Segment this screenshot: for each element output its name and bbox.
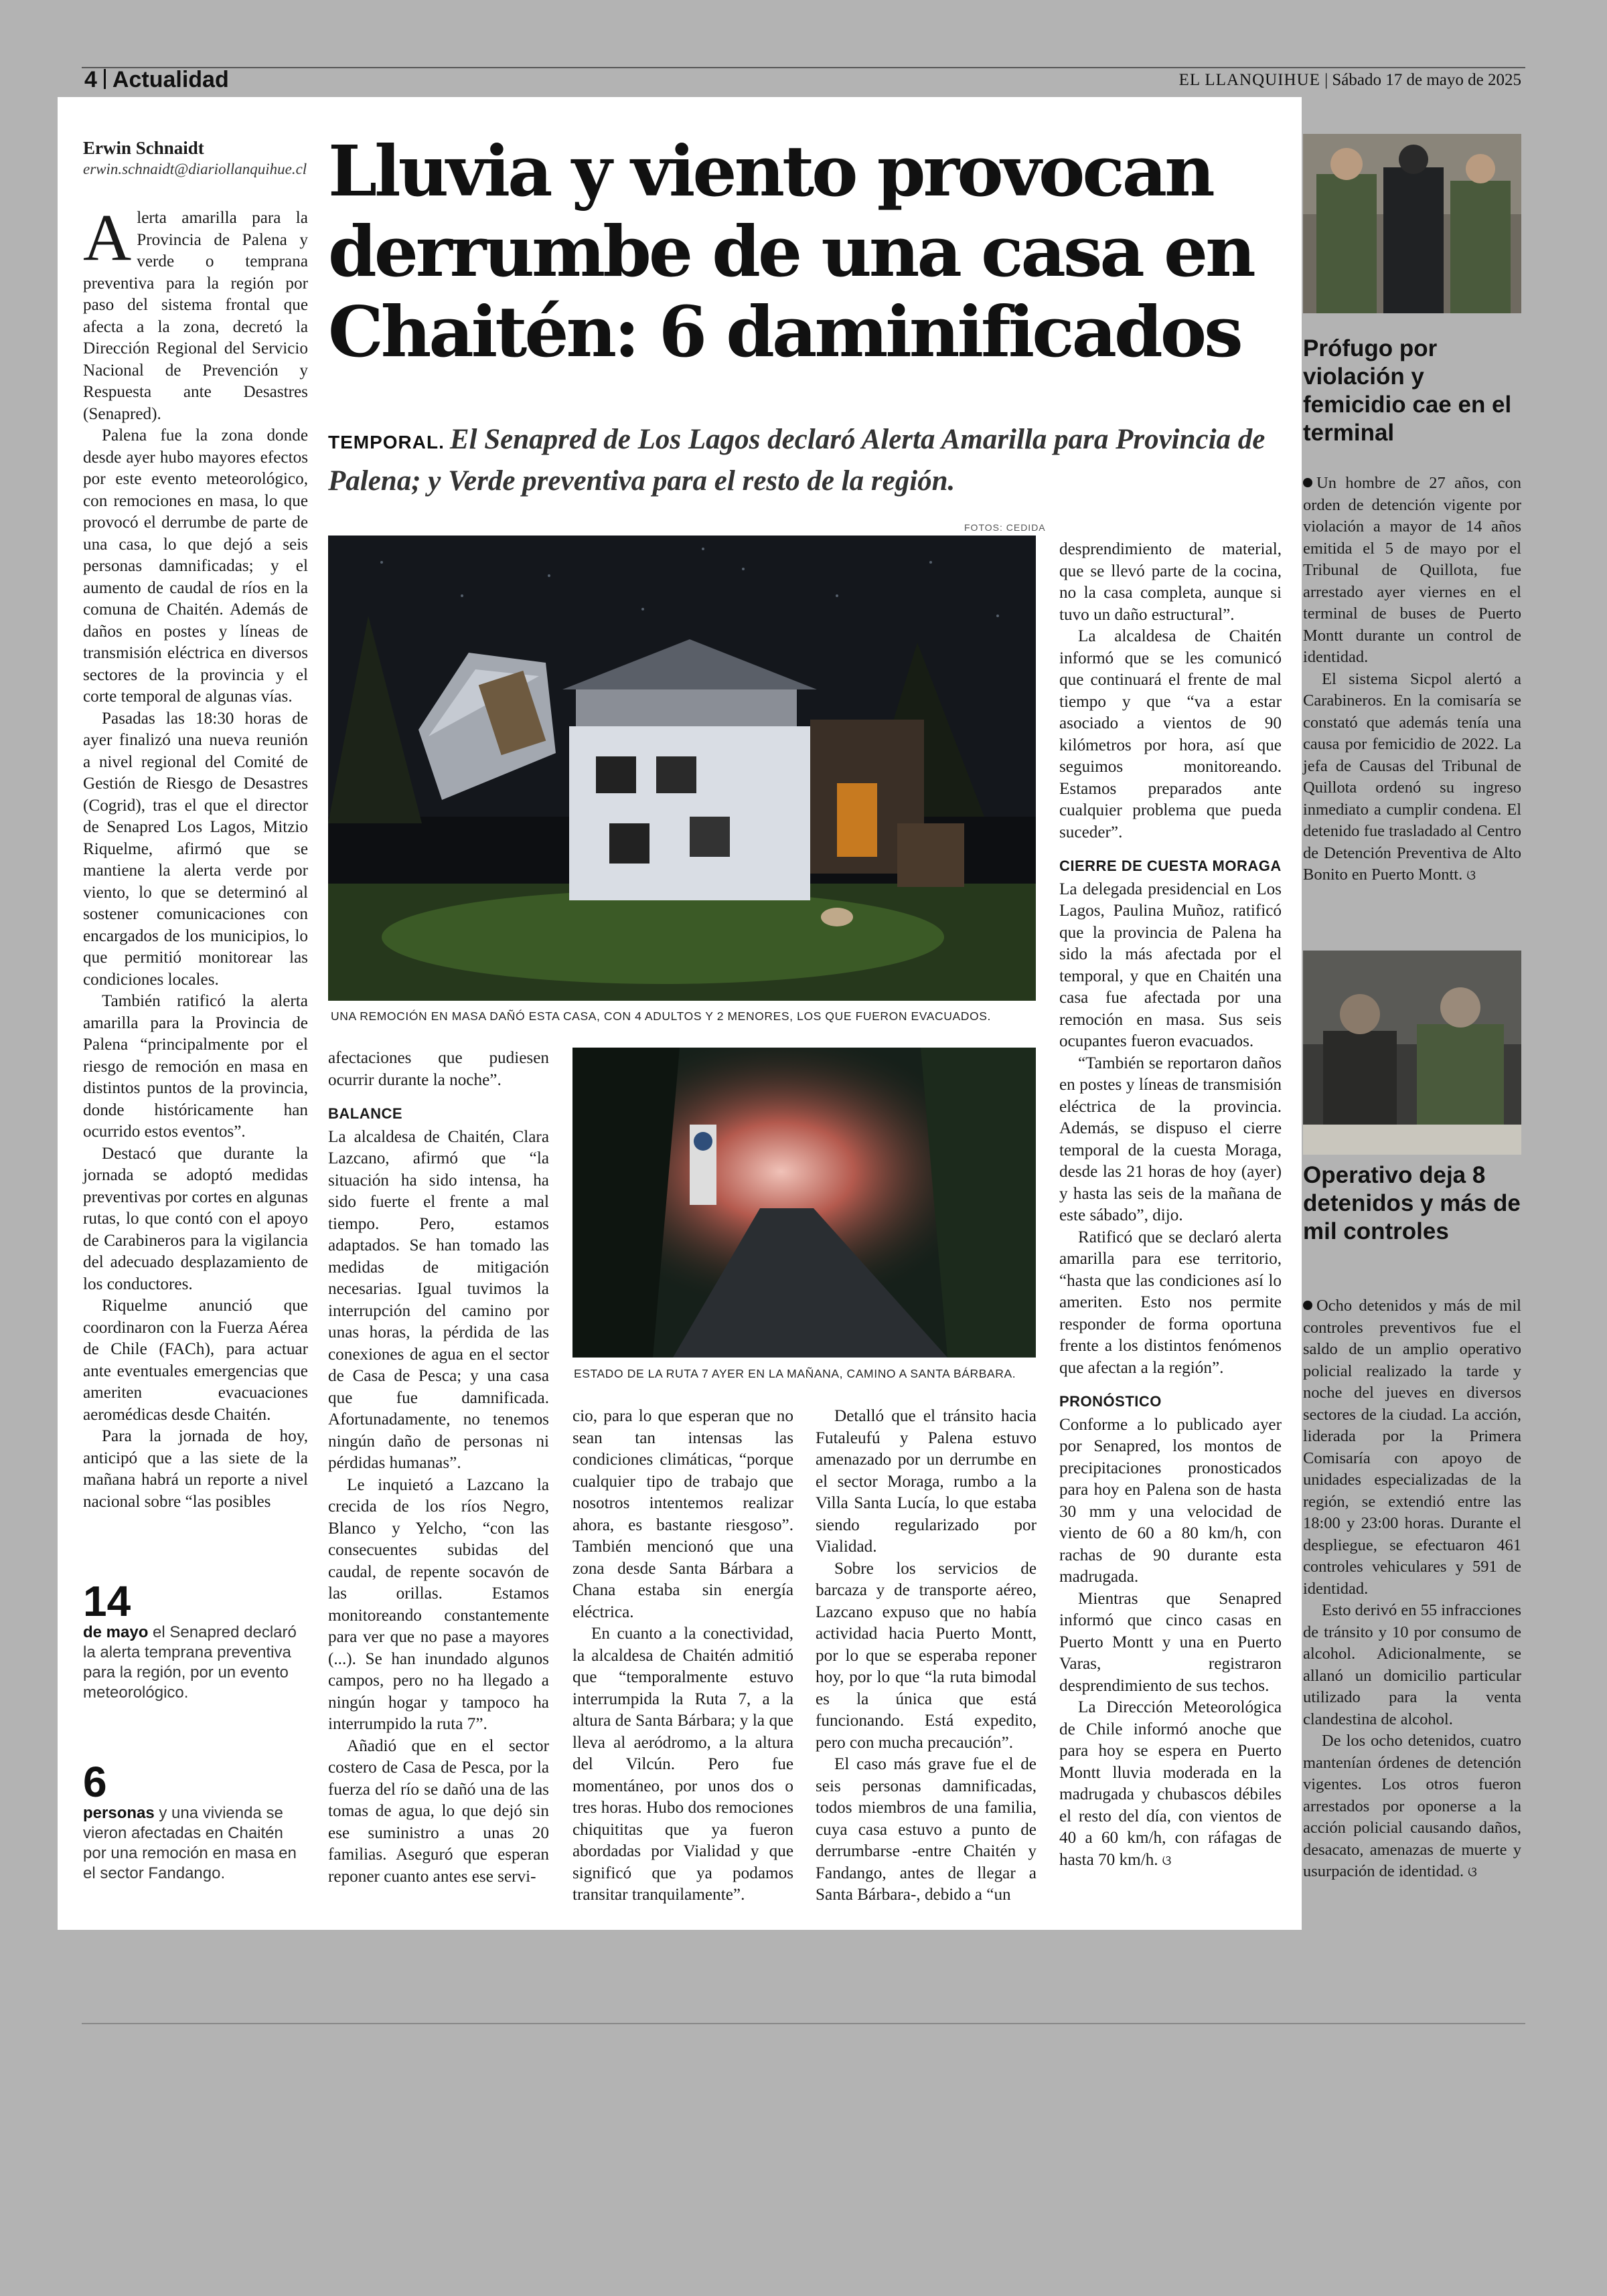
paragraph: La alcaldesa de Chaitén informó que se les comunicó que continuará el frente de mal tiempo y que “va a estar asociado a vientos de 90 kilómetros por hora, así que seguimos monitoreando. Estamos preparados ante cualquier problema que pueda suceder”. — [1059, 627, 1282, 841]
paragraph: Palena fue la zona donde desde ayer hubo mayores efectos por este evento meteorológico, con remociones en masa, lo que provocó el derrumbe de parte de una casa, lo que dejó a seis personas damnificadas; y el aumento de caudal de ríos en la comuna de Chaitén. Además de daños en postes y líneas de transmisión eléctrica en diversos sectores de la provincia y el corte temporal de algunas vías. — [83, 426, 308, 706]
road-photo-image — [572, 1048, 1036, 1358]
article-column-2 — [328, 1048, 549, 1888]
paragraph: La delegada presidencial en Los Lagos, Paulina Muñoz, ratificó que la provincia de Palena ha sido la más afectada por el temporal, y que en Chaitén una casa fue afectada por una remoción en masa. Sus seis ocupantes fueron evacuados. — [1059, 880, 1282, 1050]
footer-rule — [82, 2023, 1525, 2024]
paragraph: Esto derivó en 55 infracciones de tránsito y 10 por consumo de alcohol. Adicionalmente, se allanó un domicilio particular utilizado para la venta clandestina de alcohol. — [1303, 1601, 1521, 1728]
stat-text: y una vivienda se vieron afectadas en Chaitén por una remoción en masa en el sector Fandango. — [83, 1804, 297, 1882]
article-column-1 — [83, 200, 308, 1513]
paragraph-text: De los ocho detenidos, cuatro mantenían órdenes de detención vigentes. Los otros fueron arrestados por oponerse a la acción policial causando daños, desacato, amenazas de muerte y usurpación de identidad. — [1303, 1732, 1521, 1880]
stat-box-1 — [83, 1577, 311, 1703]
rail-photo-police-image — [1303, 134, 1521, 313]
paragraph: Pasadas las 18:30 horas de ayer finalizó una nueva reunión a nivel regional del Comité de Gestión de Riesgo de Desastres (Cogrid), tras el que el director de Senapred Los Lagos, Mitzio Riquelme, afirmó que se mantiene la alerta verde por viento, lo que se determinó al sostener comunicaciones con encargados de los municipios, lo que permitió monitorear las condiciones locales. — [83, 709, 308, 989]
paragraph: También ratificó la alerta amarilla para la Provincia de Palena “principalmente por el riesgo de remoción en masa en distintos puntos de la provincia, donde históricamente han ocurrido estos eventos”. — [83, 992, 308, 1141]
end-mark-icon: ଓ — [1468, 1864, 1477, 1880]
paragraph: Añadió que en el sector costero de Casa de Pesca, por la fuerza del río se dañó una de las tomas de agua, lo que dejó sin ese suministro a unas 20 familias. Aseguró que esperan reponer cuanto antes ese servi- — [328, 1736, 549, 1886]
bullet-icon — [1303, 478, 1312, 487]
paragraph: cio, para lo que esperan que no sean tan intensas las condiciones climáticas, “porque cualquier tipo de trabajo que nosotros intentemos realizar ahora, es bastante riesgoso”. También mencionó que una zona desde Santa Bárbara a Chana estaba sin energía eléctrica. — [572, 1407, 793, 1621]
article-column-4 — [816, 1406, 1037, 1906]
paragraph: desprendimiento de material, que se llevó parte de la cocina, no la casa completa, aunque si tuvo un daño estructural”. — [1059, 540, 1282, 624]
publication-name: EL LLANQUIHUE — [1178, 71, 1320, 89]
section-name: Actualidad — [112, 67, 229, 92]
house-photo — [328, 536, 1036, 1001]
paragraph: Ratificó que se declaró alerta amarilla para ese territorio, “hasta que las condiciones así lo ameriten. Esto nos permite responder de forma oportuna frente a los distintos fenómenos que afectan a la región”. — [1059, 1228, 1282, 1377]
paragraph — [1059, 1697, 1282, 1871]
paragraph: Ocho detenidos y más de mil controles preventivos fue el saldo de un amplio operativo policial realizado la tarde y noche del jueves en diversos sectores de la ciudad. La acción, liderada por la Primera Comisaría con apoyo de unidades especializadas de la región, se extendió entre las 18:00 y 23:00 horas. Durante el despliegue, se efectuaron 461 controles vehiculares y 591 de identidad. — [1303, 1297, 1521, 1598]
issue-date: Sábado 17 de mayo de 2025 — [1332, 71, 1521, 89]
stat-number: 6 — [83, 1758, 107, 1806]
deck-text: El Senapred de Los Lagos declaró Alerta Amarilla para Provincia de Palena; y Verde preventiva para el resto de la región. — [328, 424, 1266, 497]
paragraph — [1303, 669, 1521, 886]
paragraph: Mientras que Senapred informó que cinco casas en Puerto Montt y una en Puerto Varas, registraron desprendimiento de sus techos. — [1059, 1589, 1282, 1695]
bullet-icon — [1303, 1301, 1312, 1310]
deck — [328, 420, 1292, 501]
divider: | — [1324, 71, 1332, 89]
subhead-balance: BALANCE — [328, 1105, 403, 1122]
rail-story1-body — [1303, 473, 1521, 886]
end-mark-icon: ଓ — [1466, 867, 1476, 883]
page-number: 4 — [84, 67, 97, 92]
masthead-date — [1179, 71, 1521, 90]
article-column-3 — [572, 1406, 793, 1906]
paragraph: En cuanto a la conectividad, la alcaldesa de Chaitén admitió que “temporalmente estuvo interrumpida la Ruta 7, a la altura de Santa Bárbara; y la que lleva al aeródromo, a la altura del Vilcún. Pero fue momentáneo, por unos dos o tres horas. Hubo dos remociones chiquititas que ya fueron abordadas por Vialidad y que significó que ya podamos transitar tranquilamente”. — [572, 1625, 793, 1904]
subhead-pronostico: PRONÓSTICO — [1059, 1393, 1162, 1410]
house-photo-image — [328, 536, 1036, 1001]
paragraph: Riquelme anunció que coordinaron con la Fuerza Aérea de Chile (FACh), para actuar ante eventuales emergencias que ameriten evacuaciones aeromédicas desde Chaitén. — [83, 1297, 308, 1424]
rail-story1-title: Prófugo por violación y femicidio cae en el terminal — [1303, 335, 1512, 446]
paragraph: Destacó que durante la jornada se adoptó medidas preventivas por cortes en algunas rutas, lo que contó con el apoyo de Carabineros para la vigilancia del adecuado desplazamiento de los conductores. — [83, 1144, 308, 1293]
paragraph: “También se reportaron daños en postes y líneas de transmisión eléctrica de la provincia. Además, se dispuso el cierre temporal de la cuesta Moraga, desde las 21 horas de hoy (ayer) y hasta las seis de la mañana de este sábado”, dijo. — [1059, 1054, 1282, 1224]
stat-label: de mayo — [83, 1623, 149, 1641]
paragraph: El caso más grave fue el de seis personas damnificadas, todos miembros de una familia, cuya casa estuvo a punto de derrumbarse -entre Chaitén y Fandango, antes de llegar a Santa Bárbara-, debido a “un — [816, 1755, 1037, 1904]
rail-photo-operative-image — [1303, 951, 1521, 1155]
paragraph: lerta amarilla para la Provincia de Palena y verde o temprana preventiva para la región por paso del sistema frontal que afecta a la zona, decretó la Dirección Regional del Servicio Nacional de Prevención y Respuesta ante Desastres (Senapred). — [83, 209, 308, 423]
paragraph: La alcaldesa de Chaitén, Clara Lazcano, afirmó que “la situación ha sido intensa, ha sido fuerte el frente a mal tiempo. Pero, estamos adaptados. Se han tomado las medidas de mitigación necesarias. Igual tuvimos la interrupción del camino por unas horas, la pérdida de las conexiones de agua en el sector de Casa de Pesca; y una casa que fue damnificada. Afortunadamente, no tenemos ningún daño de personas ni pérdidas humanas”. — [328, 1127, 549, 1472]
paragraph: Detalló que el tránsito hacia Futaleufú y Palena estuvo amenazado por un derrumbe en el sector Moraga, rumbo a la Villa Santa Lucía, lo que estaba siendo regularizado por Vialidad. — [816, 1407, 1037, 1556]
road-photo-caption: ESTADO DE LA RUTA 7 AYER EN LA MAÑANA, CAMINO A SANTA BÁRBARA. — [574, 1367, 1016, 1380]
paragraph — [1303, 1730, 1521, 1883]
byline-email[interactable]: erwin.schnaidt@diariollanquihue.cl — [83, 161, 307, 177]
stat-label: personas — [83, 1804, 155, 1822]
stat-number: 14 — [83, 1577, 131, 1625]
paragraph: Sobre los servicios de barcaza y de transporte aéreo, Lazcano expuso que no había actividad hacia Puerto Montt, por lo que se esperaba reponer hoy, por lo que “la ruta bimodal es la única que está funcionando. Está expedito, pero con mucha precaución”. — [816, 1559, 1037, 1752]
end-mark-icon: ଓ — [1162, 1852, 1172, 1868]
paragraph: Le inquietó a Lazcano la crecida de los ríos Negro, Blanco y Yelcho, “con las consecuentes subidas del caudal, de repente socavón de las orillas. Estamos monitoreando constantemente para ver que no pase a mayores (...). Se han inundado algunos campos, pero no ha llegado a ningún hogar y tampoco ha interrumpido la ruta 7”. — [328, 1475, 549, 1733]
deck-kicker: TEMPORAL. — [328, 432, 445, 453]
paragraph-text: La Dirección Meteorológica de Chile informó anoche que para hoy se espera en Puerto Montt lluvia moderada en la madrugada y chubascos débiles el resto del día, con vientos de 40 a 60 km/h, con ráfagas de hasta 70 km/h. — [1059, 1698, 1282, 1869]
article-column-5 — [1059, 539, 1282, 1871]
paragraph: Conforme a lo publicado ayer por Senapred, los montos de precipitaciones pronosticados para hoy en Palena son de hasta 30 mm y una velocidad de viento de 60 a 80 km/h, con rachas de 90 durante esta madrugada. — [1059, 1415, 1282, 1586]
house-photo-caption: UNA REMOCIÓN EN MASA DAÑÓ ESTA CASA, CON 4 ADULTOS Y 2 MENORES, LOS QUE FUERON EVACUADOS. — [331, 1009, 991, 1023]
rail-story2-body — [1303, 1295, 1521, 1883]
paragraph-text: El sistema Sicpol alertó a Carabineros. En la comisaría se constató que además tenía una causa por femicidio de 2022. La jefa de Causas del Tribunal de Quillota ordenó su ingreso inmediato a cumplir condena. El detenido fue trasladado al Centro de Detención Preventiva de Alto Bonito en Puerto Montt. — [1303, 669, 1521, 884]
paragraph: Para la jornada de hoy, anticipó que a las siete de la mañana habrá un reporte a nivel nacional sobre “las posibles — [83, 1427, 308, 1511]
header-rule — [82, 67, 1525, 68]
subhead-cierre: CIERRE DE CUESTA MORAGA — [1059, 857, 1282, 874]
divider — [104, 69, 106, 89]
paragraph: Un hombre de 27 años, con orden de detención vigente por violación a mayor de 14 años emitida el 5 de mayo por el Tribunal de Quillota, fue arrestado ayer viernes en el terminal de buses de Puerto Montt durante un control de identidad. — [1303, 474, 1521, 666]
headline: Lluvia y viento provocan derrumbe de una casa en Chaitén: 6 daminificados — [328, 130, 1253, 373]
byline-name: Erwin Schnaidt — [83, 138, 204, 158]
road-photo — [572, 1048, 1036, 1358]
rail-photo-operative — [1303, 951, 1521, 1155]
stat-text: el Senapred declaró la alerta temprana preventiva para la región, por un evento meteorológico. — [83, 1623, 297, 1702]
rail-story2-title: Operativo deja 8 detenidos y más de mil controles — [1303, 1162, 1521, 1244]
photo-credit: FOTOS: CEDIDA — [964, 522, 1046, 533]
rail-photo-police — [1303, 134, 1521, 313]
stat-box-2 — [83, 1760, 311, 1884]
drop-cap: A — [83, 200, 132, 274]
section-header — [84, 67, 229, 93]
paragraph: afectaciones que pudiesen ocurrir durante la noche”. — [328, 1049, 549, 1089]
